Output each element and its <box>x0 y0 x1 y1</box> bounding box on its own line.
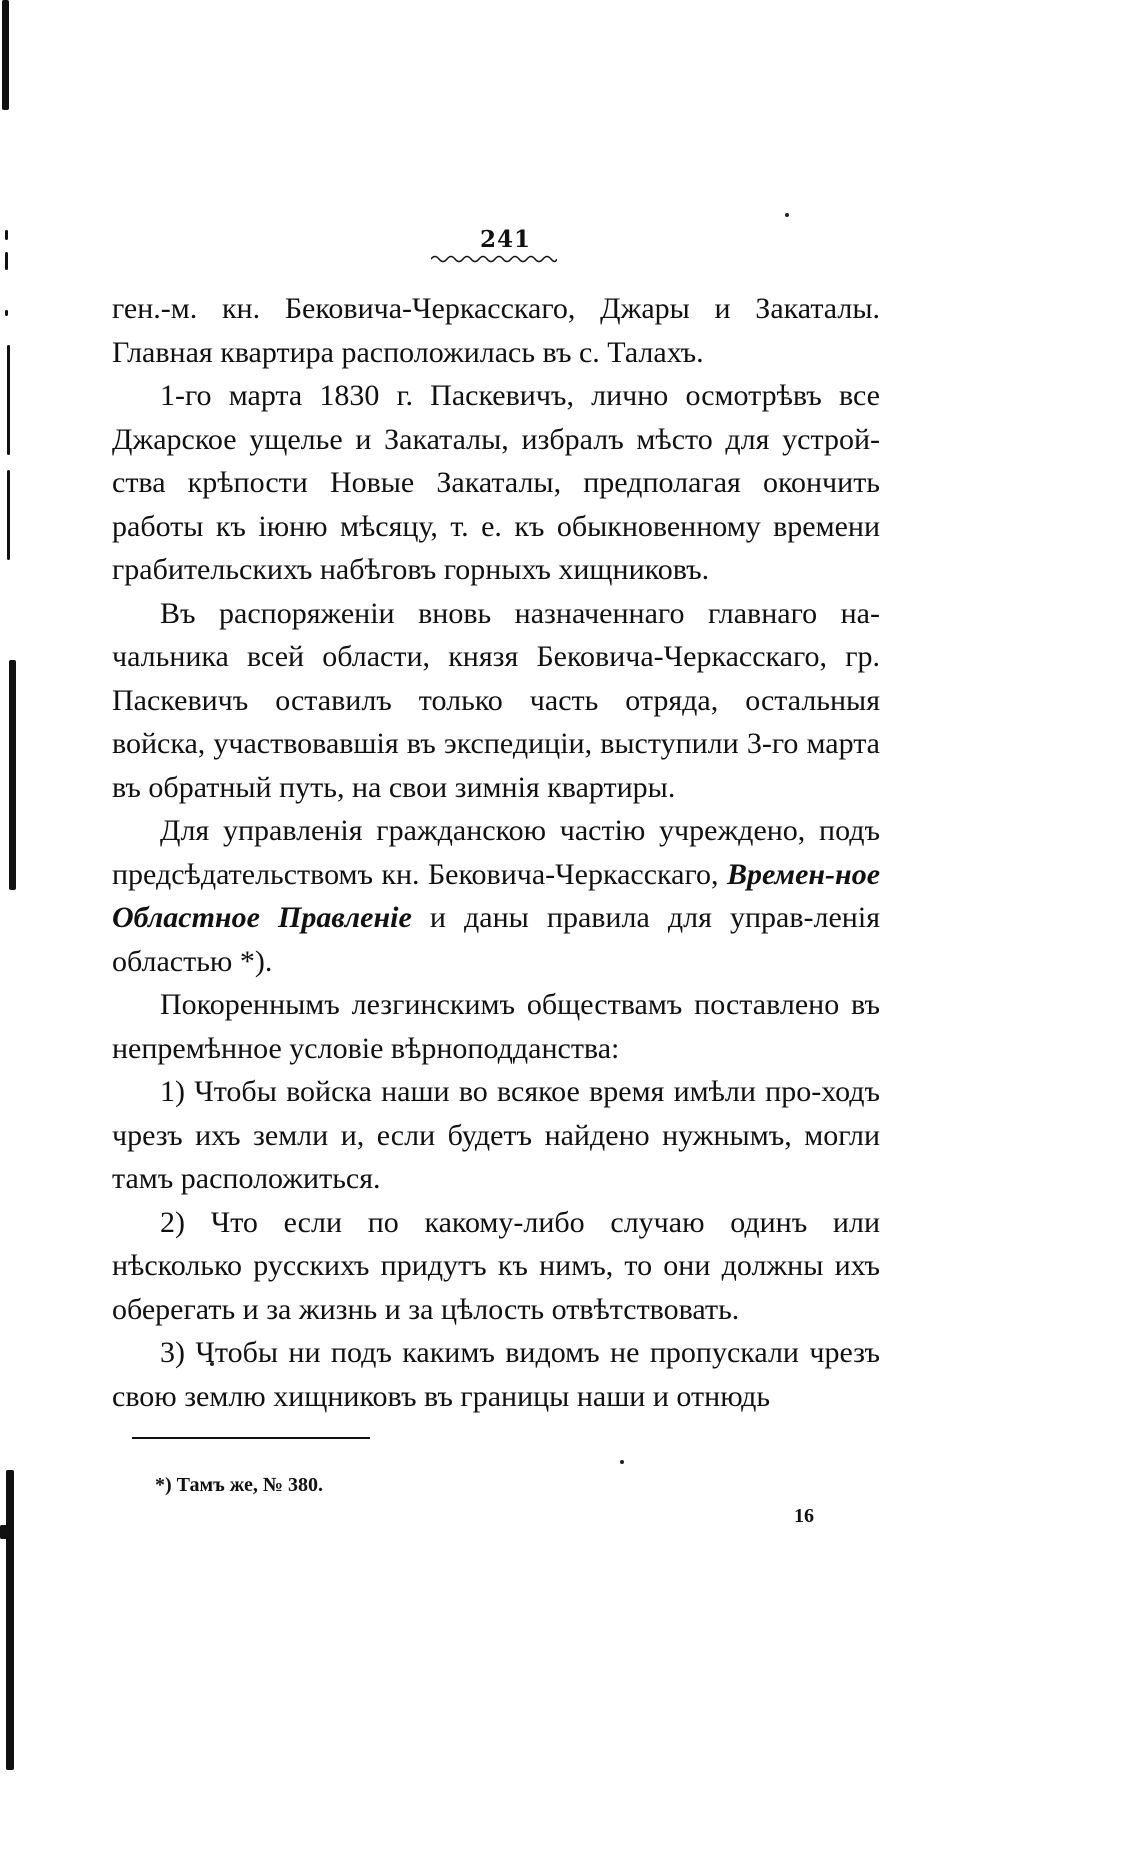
scan-speck <box>620 1460 624 1464</box>
condition-1: 1) Чтобы войска наши во всякое время имѣли про-ходъ чрезъ ихъ земли и, если будетъ найдено нужнымъ, могли тамъ расположиться. <box>112 1075 880 1195</box>
scan-edge-mark <box>0 1525 10 1539</box>
scan-edge-mark <box>7 345 10 455</box>
paragraph-1: ген.-м. кн. Бековича-Черкасскаго, Джары и Закаталы. Главная квартира расположилась въ с. Талахъ. <box>112 292 880 369</box>
condition-3: 3) Чтобы ни подъ какимъ видомъ не пропускали чрезъ свою землю хищниковъ въ границы наши и отнюдь <box>112 1336 880 1413</box>
scan-edge-mark <box>5 252 8 270</box>
paragraph-4-start: Для управленія гражданскою частію учреждено, подъ предсѣдательствомъ кн. Бековича-Черкасскаго, <box>112 814 880 891</box>
page-number: 241 <box>480 226 532 253</box>
signature-mark: 16 <box>794 1505 814 1527</box>
wavy-ornament <box>431 254 557 264</box>
scan-edge-mark <box>5 230 8 240</box>
scan-edge-mark <box>9 660 16 890</box>
footnote-rule <box>132 1437 370 1439</box>
scan-edge-mark <box>6 1470 14 1770</box>
body-text <box>112 287 880 1418</box>
italic-institution-name: Времен-ное Областное Правленіе <box>112 857 881 934</box>
paragraph-3: Въ распоряженіи вновь назначеннаго главнаго на-чальника всей области, князя Бековича-Черкасскаго, гр. Паскевичъ оставилъ только часть отряда, остальныя войска, участвовавшія въ экспедиціи, выступили 3-го марта въ обратный путь, на свои зимнія квартиры. <box>112 596 880 804</box>
footnote: *) Тамъ же, № 380. <box>155 1474 323 1496</box>
paragraph-5: Покореннымъ лезгинскимъ обществамъ поставлено въ непремѣнное условіе вѣрноподданства: <box>112 988 880 1065</box>
scan-edge-mark <box>7 470 10 560</box>
paragraph-2: 1-го марта 1830 г. Паскевичъ, лично осмотрѣвъ все Джарское ущелье и Закаталы, избралъ мѣсто для устрой-ства крѣпости Новые Закаталы, предполагая окончить работы къ іюню мѣсяцу, т. е. къ обыкновенному времени грабительскихъ набѣговъ горныхъ хищниковъ. <box>112 379 880 586</box>
paragraph-4-end: и даны правила для управ-ленія областью *). <box>112 901 880 978</box>
condition-2: 2) Что если по какому-либо случаю одинъ или нѣсколько русскихъ придутъ къ нимъ, то они должны ихъ оберегать и за жизнь и за цѣлость отвѣтствовать. <box>112 1205 880 1326</box>
scan-speck <box>785 213 789 217</box>
scan-edge-mark <box>5 310 8 316</box>
paragraph-4 <box>112 809 880 983</box>
scan-edge-mark <box>2 0 9 110</box>
